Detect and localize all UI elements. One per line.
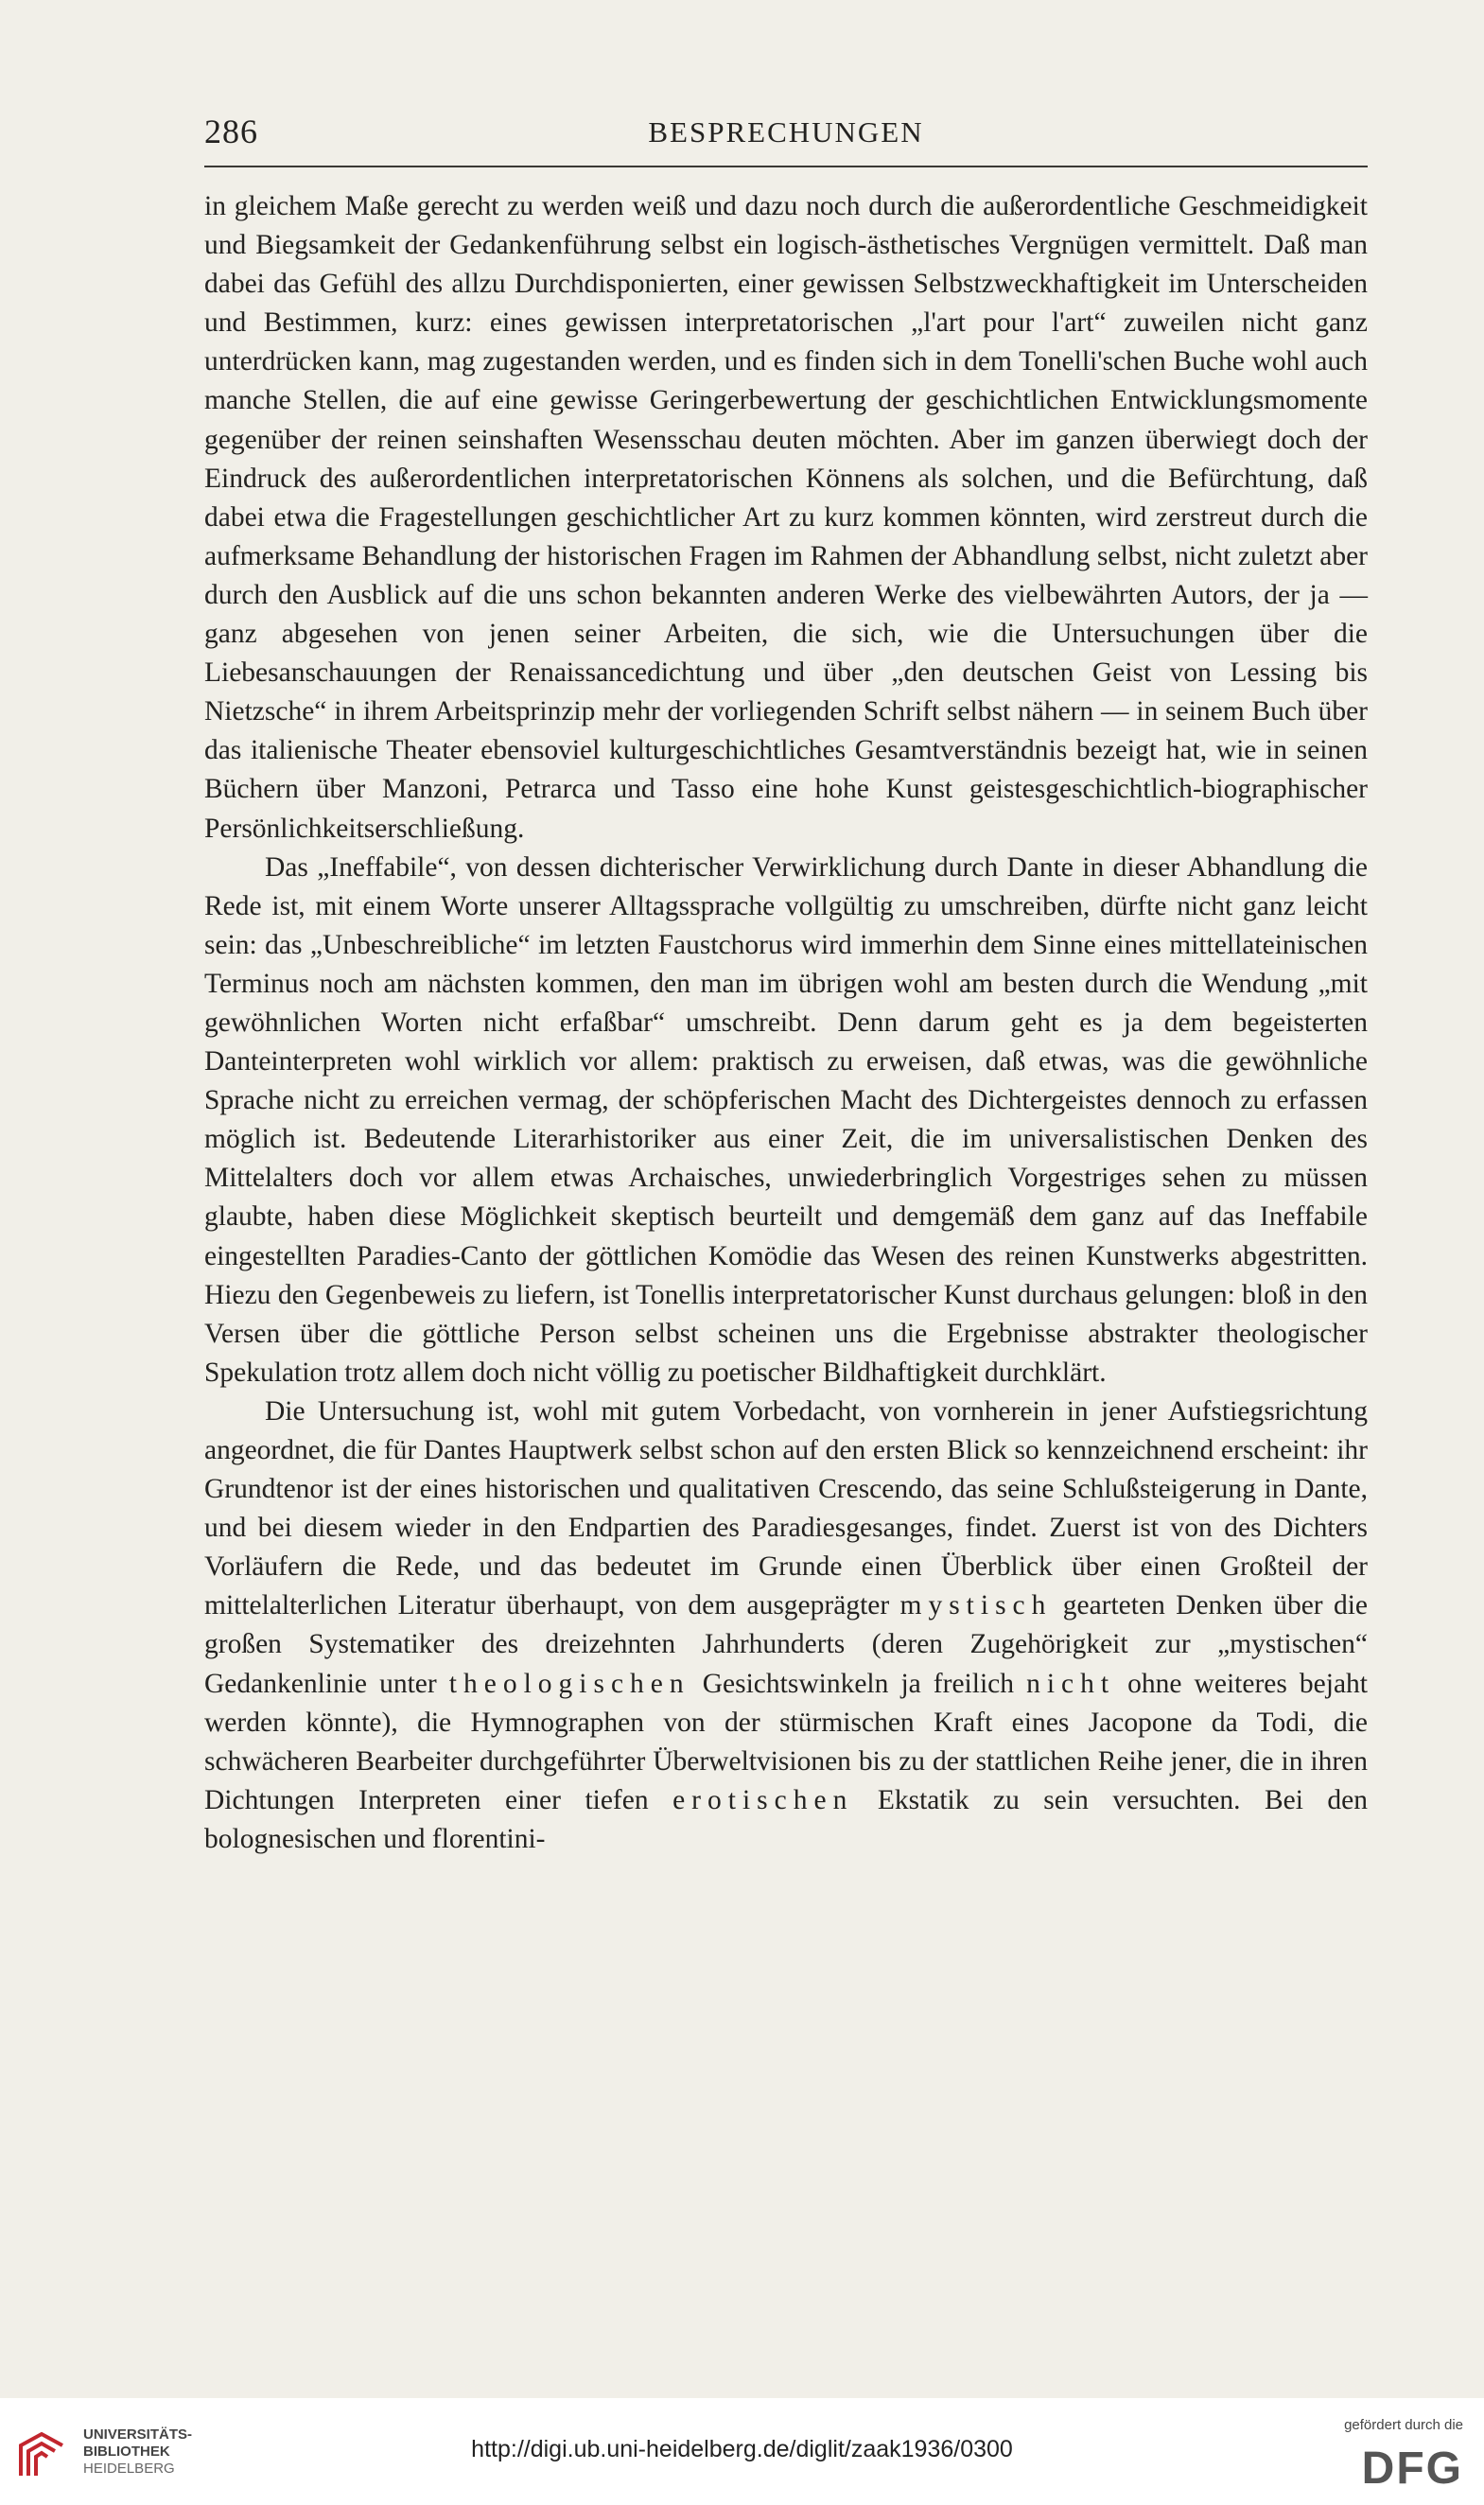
paragraph-text: ohne weiteres bejaht werden könnte), die Hymnographen von der stürmischen Kraft eines Jacopone da Todi, die schwächeren Bearbeiter durchgeführter Überweltvisionen bis zu der stattlichen Reihe jener, die in ihren Dichtungen Interpreten einer tiefen bbox=[204, 1668, 1368, 1815]
paragraph-text: Die Untersuchung ist, wohl mit gutem Vorbedacht, von vornherein in jener Aufstiegsrichtung angeordnet, die für Dantes Hauptwerk selbst schon auf den ersten Blick so kennzeichnend erscheint: ihr Grundtenor ist der eines historischen und qualitativen Crescendo, das seine Schlußsteigerung in Dante, und bei diesem wieder in den Endpartien des Paradiesgesanges, findet. Zuerst ist von des Dichters Vorläufern die Rede, und das bedeutet im Grunde einen Überblick über einen Großteil der mittelalterlichen Literatur überhaupt, von dem ausgeprägter bbox=[204, 1395, 1368, 1621]
page-header bbox=[204, 112, 1368, 159]
paragraph bbox=[204, 849, 1368, 1393]
spaced-emphasis-text: nicht bbox=[1026, 1668, 1116, 1699]
spaced-emphasis-text: mystisch bbox=[899, 1590, 1053, 1621]
running-head: BESPRECHUNGEN bbox=[648, 115, 924, 149]
paragraph-text: in gleichem Maße gerecht zu werden weiß und dazu noch durch die außerordentliche Geschmeidigkeit und Biegsamkeit der Gedankenführung selbst ein logisch-ästhetisches Vergnügen vermittelt. Daß man dabei das Gefühl des allzu Durchdisponierten, einer gewissen Selbstzweckhaftigkeit im Unterscheiden und Bestimmen, kurz: eines gewissen interpretatorischen „l'art pour l'art“ zuweilen nicht ganz unterdrücken kann, mag zugestanden werden, und es finden sich in dem Tonelli'schen Buche wohl auch manche Stellen, die auf eine gewisse Geringerbewertung der geschichtlichen Entwicklungsmomente gegenüber der reinen seinshaften Wesensschau deuten möchten. Aber im ganzen überwiegt doch der Eindruck des außerordentlichen interpretatorischen Könnens als solchen, und die Befürchtung, daß dabei etwa die Fragestellungen geschichtlicher Art zu kurz kommen könnten, wird zerstreut durch die aufmerksame Behandlung der historischen Fragen im Rahmen der Abhandlung selbst, nicht zuletzt aber durch den Ausblick auf die uns schon bekannten anderen Werke des vielbewährten Autors, der ja — ganz abgesehen von jenen seiner Arbeiten, die sich, wie die Untersuchungen über die Liebesanschauungen der Renaissancedichtung und über „den deutschen Geist von Lessing bis Nietzsche“ in ihrem Arbeitsprinzip mehr der vorliegenden Schrift selbst nähern — in seinem Buch über das italienische Theater ebensoviel kulturgeschichtliches Gesamtverständnis bezeigt hat, wie in seinen Büchern über Manzoni, Petrarca und Tasso eine hohe Kunst geistesgeschichtlich-biographischer Persönlichkeitserschließung. bbox=[204, 191, 1368, 844]
funding-text: gefördert durch die bbox=[1344, 2417, 1463, 2433]
library-name-line: HEIDELBERG bbox=[83, 2461, 175, 2477]
header-rule bbox=[204, 166, 1368, 167]
library-name-line: BIBLIOTHEK bbox=[83, 2444, 170, 2460]
page-number: 286 bbox=[204, 113, 258, 150]
paragraph bbox=[204, 1393, 1368, 1859]
paragraph bbox=[204, 187, 1368, 849]
spaced-emphasis-text: theologischen bbox=[448, 1668, 690, 1699]
paragraph-text: Das „Ineffabile“, von dessen dichterischer Verwirklichung durch Dante in dieser Abhandlung die Rede ist, mit einem Worte unserer Alltagssprache vollgültig zu umschreiben, dürfte nicht ganz leicht sein: das „Unbeschreibliche“ im letzten Faustchorus wird immerhin dem Sinne eines mittellateinischen Terminus noch am nächsten kommen, den man im übrigen wohl am besten durch die Wendung „mit gewöhnlichen Worten nicht erfaßbar“ umschreibt. Denn darum geht es ja dem begeisterten Danteinterpreten wohl wirklich vor allem: praktisch zu erweisen, daß etwas, was die gewöhnliche Sprache nicht zu erreichen vermag, der schöpferischen Macht des Dichtergeistes dennoch zu erfassen möglich ist. Bedeutende Literarhistoriker aus einer Zeit, die im universalistischen Denken des Mittelalters doch vor allem etwas Archaisches, unwiederbringlich Vorgestriges sehen zu müssen glaubte, haben diese Möglichkeit skeptisch beurteilt und demgemäß dem ganz auf das Ineffabile eingestellten Paradies-Canto der göttlichen Komödie das Wesen des reinen Kunstwerks abgestritten. Hiezu den Gegenbeweis zu liefern, ist Tonellis interpretatorischer Kunst durchaus gelungen: bloß in den Versen über die göttliche Person selbst scheinen uns die Ergebnisse abstrakter theologischer Spekulation trotz allem doch nicht völlig zu poetischer Bildhaftigkeit durchklärt. bbox=[204, 851, 1368, 1388]
dfg-logo: DFG bbox=[1361, 2444, 1463, 2494]
paragraph-text: gearteten Denken über die großen Systematiker des dreizehnten Jahrhunderts (deren Zugehörigkeit zur „mystischen“ Gedankenlinie unter bbox=[204, 1590, 1368, 1699]
library-name-line: UNIVERSITÄTS- bbox=[83, 2426, 193, 2443]
paragraph-text: Gesichtswinkeln ja freilich bbox=[690, 1668, 1027, 1699]
footer-bar bbox=[0, 2398, 1484, 2505]
permalink-url[interactable]: http://digi.ub.uni-heidelberg.de/diglit/zaak1936/0300 bbox=[471, 2436, 1013, 2462]
body-text bbox=[204, 187, 1368, 1859]
spaced-emphasis-text: erotischen bbox=[672, 1784, 854, 1815]
paragraph-text: Ekstatik zu sein versuchten. Bei den bolognesischen und florentini- bbox=[204, 1784, 1369, 1854]
